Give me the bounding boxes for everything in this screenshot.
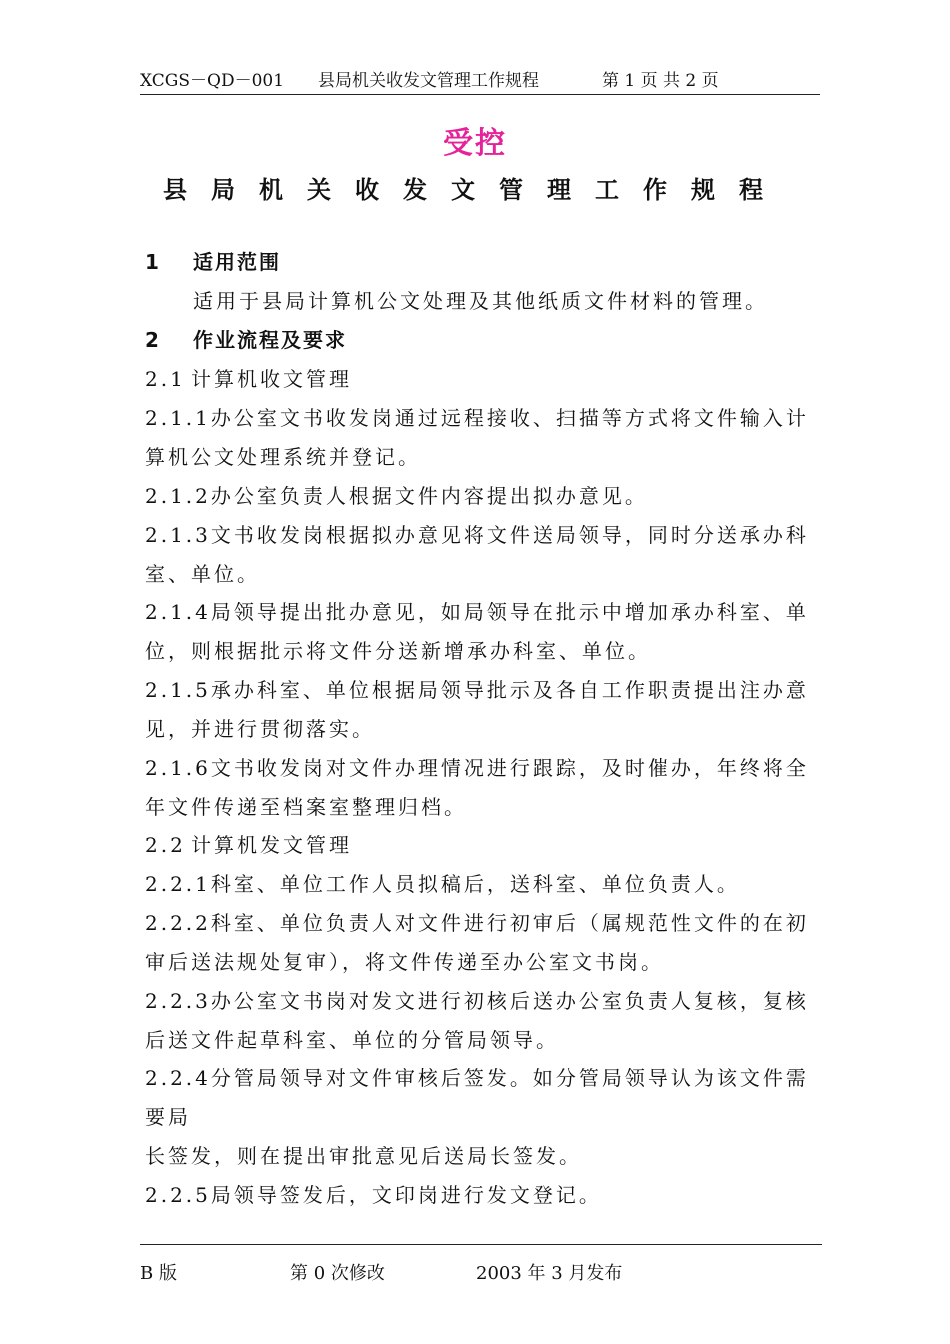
subsection-number: 2.2 xyxy=(145,833,186,857)
section-number: 1 xyxy=(145,250,161,274)
paragraph-line: 2.2.5局领导签发后，文印岗进行发文登记。 xyxy=(145,1183,602,1207)
section-number: 2 xyxy=(145,328,161,352)
section-title: 适用范围 xyxy=(193,250,281,274)
subsection-number: 2.1 xyxy=(145,367,186,391)
edition-label: B 版 xyxy=(140,1263,177,1284)
header-doc-title: 县局机关收发文管理工作规程 xyxy=(318,71,539,91)
section-title: 作业流程及要求 xyxy=(193,328,347,352)
paragraph-line: 年文件传递至档案室整理归档。 xyxy=(145,795,467,819)
paragraph-line: 后送文件起草科室、单位的分管局领导。 xyxy=(145,1028,559,1052)
release-date: 2003 年 3 月发布 xyxy=(476,1263,623,1284)
subsection-title: 计算机收文管理 xyxy=(191,367,352,391)
section-1-text: 适用于县局计算机公文处理及其他纸质文件材料的管理。 xyxy=(193,289,768,313)
paragraph-line: 见，并进行贯彻落实。 xyxy=(145,717,375,741)
section-1-heading xyxy=(145,248,281,276)
page-header xyxy=(140,66,820,95)
subsection-title: 计算机发文管理 xyxy=(191,833,352,857)
paragraph-line: 2.1.6文书收发岗对文件办理情况进行跟踪，及时催办，年终将全 xyxy=(145,756,809,780)
paragraph-line: 长签发，则在提出审批意见后送局长签发。 xyxy=(145,1144,582,1168)
paragraph-line: 算机公文处理系统并登记。 xyxy=(145,445,421,469)
paragraph-line: 要局 xyxy=(145,1105,191,1129)
section-2-heading xyxy=(145,326,347,354)
revision-label: 第 0 次修改 xyxy=(290,1263,385,1284)
paragraph-line: 2.2.1科室、单位工作人员拟稿后，送科室、单位负责人。 xyxy=(145,872,740,896)
subsection-2-2-heading xyxy=(145,831,352,859)
controlled-stamp: 受控 xyxy=(443,126,507,161)
paragraph-line: 2.1.2办公室负责人根据文件内容提出拟办意见。 xyxy=(145,484,648,508)
paragraph-line: 2.1.1办公室文书收发岗通过远程接收、扫描等方式将文件输入计 xyxy=(145,406,809,430)
page-footer xyxy=(140,1244,822,1291)
paragraph-line: 审后送法规处复审），将文件传递至办公室文书岗。 xyxy=(145,950,664,974)
paragraph-line: 位，则根据批示将文件分送新增承办科室、单位。 xyxy=(145,639,651,663)
paragraph-line: 2.2.3办公室文书岗对发文进行初核后送办公室负责人复核，复核 xyxy=(145,989,809,1013)
paragraph-line: 2.1.5承办科室、单位根据局领导批示及各自工作职责提出注办意 xyxy=(145,678,809,702)
paragraph-line: 2.2.4分管局领导对文件审核后签发。如分管局领导认为该文件需 xyxy=(145,1066,809,1090)
paragraph-line: 2.1.4局领导提出批办意见，如局领导在批示中增加承办科室、单 xyxy=(145,600,809,624)
doc-code: XCGS－QD－001 xyxy=(140,71,285,91)
subsection-2-1-heading xyxy=(145,365,352,393)
paragraph-line: 2.1.3文书收发岗根据拟办意见将文件送局领导，同时分送承办科 xyxy=(145,523,809,547)
document-title: 县局机关收发文管理工作规程 xyxy=(163,176,787,204)
paragraph-line: 2.2.2科室、单位负责人对文件进行初审后（属规范性文件的在初 xyxy=(145,911,809,935)
paragraph-line: 室、单位。 xyxy=(145,562,260,586)
page-info: 第 1 页 共 2 页 xyxy=(602,71,719,91)
